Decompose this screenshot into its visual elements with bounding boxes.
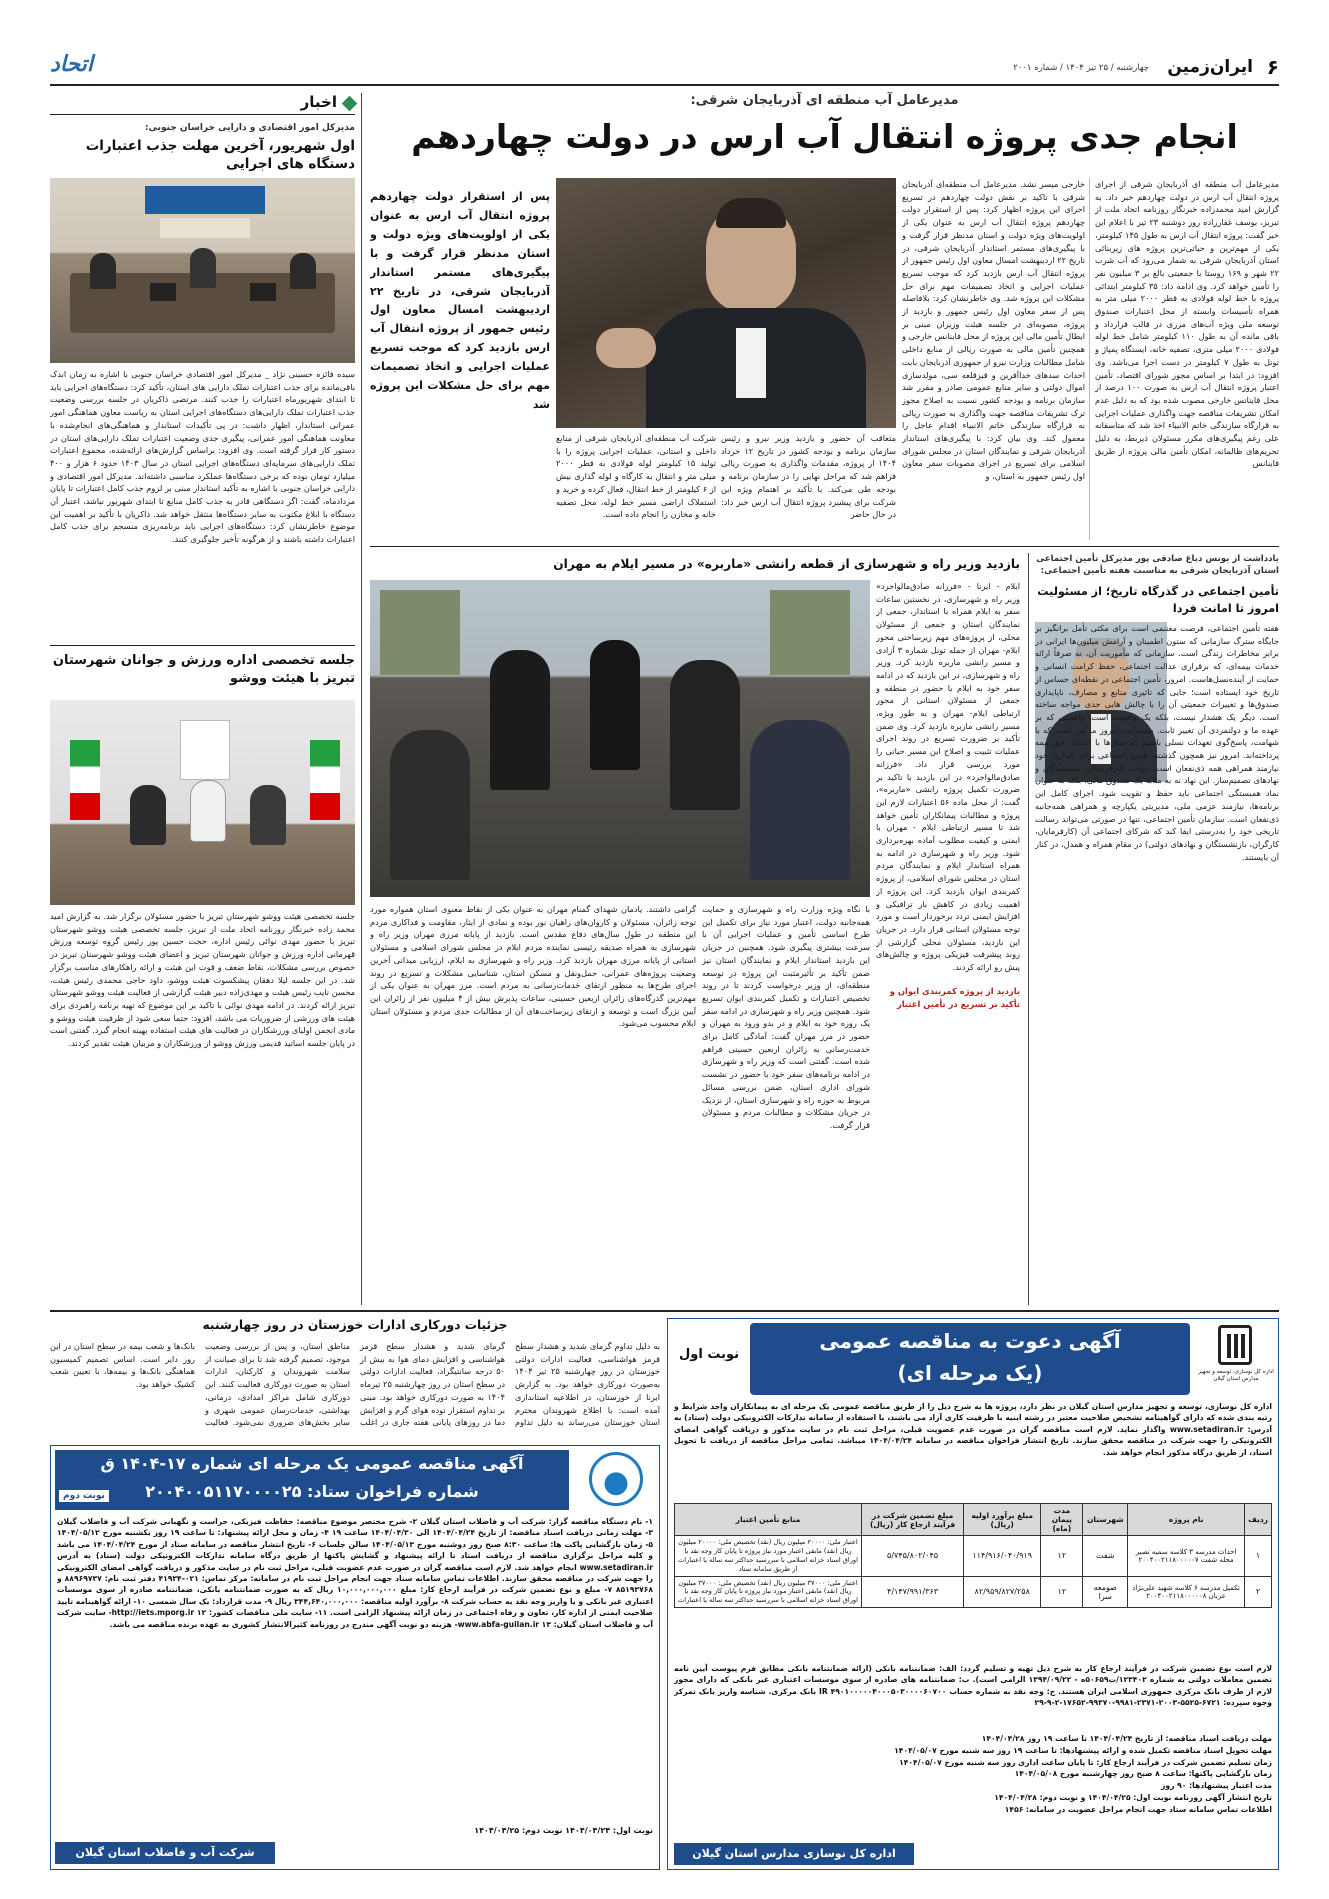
person xyxy=(190,248,216,288)
header-rule xyxy=(50,84,1279,86)
person xyxy=(90,253,116,289)
cell: ۱۱۴/۹۱۶/۰۴۰/۹۱۹ xyxy=(964,1536,1041,1577)
person xyxy=(390,730,470,880)
lead-col2: خارجی میسر نشد. مدیرعامل آب منطقه‌ای آذربایجان شرقی با تاکید بر نقش دولت چهاردهم در تسریع اجرای این پروژه اظهار کرد: پس از استقرار دولت چهاردهم پروژه انتقال آب ارس به عنوان یکی از اولویت‌های ویژه دولت و استان مدنظر قرار گرفت و با پیگیری‌های مستمر استاندار آذربایجان شرقی، در تاریخ ۲۲ اردیبهشت امسال معاون اول رئیس جمهور از پروژه انتقال آب ارس بازدید کرد که موجب تسریع عملیات اجرایی و اتخاذ تصمیمات مهم برای حل مشکلات این پروژه شد. وی خاطرنشان کرد: بلافاصله پس از سفر معاون اول رئیس جمهور و بازدید از پروژه، مصوبه‌ای در جلسه هیئت وزیران مبنی بر ابطال تأمین مالی این پروژه از محل فاینانس خارجی و همچنین تأمین مالی به صورت ریالی از منابع داخلی شامل مطالبات وزارت نیرو از جمهوری آذربایجان بابت احداث سدهای خداآفرین و قیزقلعه سی، مولدسازی اموال دولتی و سایر منابع عمومی صادر و مقرر شد سازمان برنامه و بودجه کشور نسبت به اصلاح مجوز ترک تشریفات مناقصه جهت واگذاری به صورت ریالی به قرارگاه سازندگی خاتم الانبیاء اقدام عاجل را معمول کند. وی بیان کرد: با پیگیری‌های استاندار آذربایجان شرقی و نمایندگان استان در مجلس شورای اسلامی برای تسریع در اجرای مصوبات سفر معاون اول رئیس جمهور به استان، و xyxy=(902,179,1085,482)
person xyxy=(750,720,850,880)
tender1-round: نوبت اول xyxy=(678,1347,740,1362)
date-line: مدت اعتبار پیشنهادها: ۹۰ روز xyxy=(1161,1781,1272,1791)
tender1-footer: اداره کل نوسازی مدارس استان گیلان xyxy=(674,1843,914,1865)
date-line: مهلت تحویل اسناد مناقصه تکمیل شده و ارائه پیشنهادها: تا ساعت ۱۹ روز سه شنبه مورخ ۱۴۰۴/۰۵/۰۷ xyxy=(894,1745,1272,1755)
section-title: ایران‌زمین xyxy=(1167,57,1253,77)
person xyxy=(290,253,316,289)
date-line: مهلت دریافت اسناد مناقصه: از تاریخ ۱۴۰۴/۰۴/۲۴ تا ساعت ۱۹ روز ۱۴۰۴/۰۴/۲۸ xyxy=(981,1734,1272,1743)
minister-headline: بازدید وزیر راه و شهرسازی از قطعه رانشی «ماربره» در مسیر ایلام به مهران xyxy=(553,557,1020,571)
emblem-board xyxy=(180,720,230,780)
date-line: تاریخ انتشار آگهی روزنامه نوبت اول: ۱۴۰۴/۰۴/۲۵ و نوبت دوم: ۱۴۰۴/۰۴/۲۸ xyxy=(994,1792,1272,1802)
tender2-title2: شماره فراخوان ستاد: ۲۰۰۴۰۰۵۱۱۷۰۰۰۰۲۵ xyxy=(145,1482,479,1501)
water-company-logo-icon xyxy=(579,1452,651,1508)
lead-col-divider xyxy=(1089,178,1090,540)
th-0: ردیف xyxy=(1245,1504,1272,1536)
banner xyxy=(145,186,265,214)
lead-col3: متعاقب آن حضور و بازدید وزیر نیرو و رئیس سازمان برنامه و بودجه کشور در تاریخ ۱۲ خرداد ۱۴۰۴ از پروژه، مقدمات واگذاری به صورت ریالی فراهم شد که مراحل نهایی را در سازمان برنامه و بودجه طی می‌کند. با تأکید بر اهتمام ویژه این شرکت برای پیشبرد پروژه انتقال آب ارس خبر داد: در حال حاضر xyxy=(721,433,896,520)
news-item1-kicker: مدیرکل امور اقتصادی و دارایی خراسان جنوبی: xyxy=(144,123,355,133)
table-row xyxy=(675,1536,1272,1577)
newspaper-logo: اتحاد xyxy=(50,51,93,77)
news-label xyxy=(50,93,355,115)
ads-rule xyxy=(50,1310,1279,1312)
tender1-notes: لازم است نوع تضمین شرکت در فرآیند ارجاع کار به شرح ذیل تهیه و تسلیم گردد: الف: ضمانتنامه بانکی (ارائه ضمانتنامه بانکی مطابق فرم پیوست آیین نامه تضمین معاملات دولتی به شماره ۱۲۳۴۰۲/ت۵۰۶۵۹ه - ۱۳۹۴/۰۹/۲۲ الزامی است). ب: ضمانتنامه های صادره از سوی موسسات اعتباری غیر بانکی که دارای مجوز لازم از طرف بانک مرکزی جمهوری اسلامی ایران هستند. ج: وجه نقد به شماره حساب IR ۴۹۰۱۰۰۰۰۰۴۰۰۰۵۰۳۰۰۰۰۶۰۷۰۰ بانک مرکزی. شناسه واریز بانک تمرکز وجوه سپرده: ۶۷۲۱-۵۵۲۵-۲۰۰۳-۲۳۷۱-۹۹۸۱-۹۹۳۷۰-۱۷۶۵۲-۲-۹-۲۹ xyxy=(674,1664,1272,1708)
person xyxy=(190,780,226,842)
column-divider xyxy=(361,93,362,1305)
tender2-round: نوبت دوم xyxy=(59,1490,109,1502)
social-body: هفته تأمین اجتماعی، فرصت مغتنمی است برای مکثی تأمل برانگیز بر جایگاه سترگ سازمانی که ستون اطمینان و آرامش میلیون‌ها ایرانی در برابر مخاطرات زندگی است. سازمانی که مأموریت آن، نه صرفاً ارائه خدمات بیمه‌ای، که برقراری عدالت اجتماعی، حفظ کرامت انسانی و حمایت از آینده‌نسل‌هاست. امروز، تأمین اجتماعی در نقطه‌ای حساس از تاریخ خود ایستاده است؛ جایی که تاثیری منابع و مصارف، ناپایداری صندوق‌ها و تغییرات جمعیتی آن را با چالش هایی جدی مواجه ساخته است. دیگر یک هشدار نیست، بلکه یک واقعیت است؛ واقعیتی که بر عهده ما و دولتمردی آن تغییر ثابت. مسئولیت امروز ما این است که با شهامت، پاسخ‌گوی تعهدات نسلی باشیم که سال‌ها با اعتماد، حق بیمه پرداخته‌اند. امروز نیز همچون گذشته، تأمین اجتماعی برای پایداری خود نیازمند همراهی همه ذی‌نفعان است: دولت، کارفرمایان، بیمه‌شدگان و نهادهای تصمیم‌ساز. این نهاد نه به مثابه یک صندوق مالی، بلکه به عنوان نماد همبستگی اجتماعی باید حفظ و تقویت شود. اجرای کامل این برنامه‌ها، نیازمند عزمی ملی، مدیریتی یکپارچه و همراهی همه‌جانبه ذی‌نفعان است. سازمان تأمین اجتماعی، تنها در صورتی می‌تواند رسالت تاریخی خود را به‌درستی ایفا کند که شرکای اجتماعی آن (کارفرمایان، کارگران، بازنشستگان و نهادهای دولتی) در مقام همراه و همدل، در کنار آن بایستند. xyxy=(1035,623,1279,862)
person xyxy=(590,640,640,770)
table-row xyxy=(675,1576,1272,1608)
social-headline: تأمین اجتماعی در گذرگاه تاریخ؛ از مسئولیت امروز تا امانت فردا xyxy=(1037,585,1279,615)
tender1-table xyxy=(674,1503,1272,1608)
tender2-box xyxy=(50,1445,660,1870)
minister-highlight: بازدید از پروژه کمربندی ایوان و تأکید بر تسریع در تأمین اعتبار xyxy=(889,986,1020,1009)
minister-col2: با نگاه ویژه وزارت راه و شهرسازی و حمایت همه‌جانبه دولت، اعتبار مورد نیاز برای تکمیل این طرح اساسی تأمین و عملیات اجرایی آن با سرعت بیشتری پیگیری شود. همچنین در جریان این بازدید استاندار ایلام و نمایندگان استان نیز ضمن تأکید بر تأثیرمثبت این پروژه در توسعه منطقه‌ای، از وزیر درخواست کردند تا در روند تخصیص اعتبارات و تکمیل کمربندی ایوان تسریع شود. همچنین وزیر راه و شهرسازی در ادامه سفر یک روزه خود به ایلام و در بدو ورود به مهران و حضور در مرز مهران گفت: آمادگی کامل برای خدمت‌رسانی به زائران اربعین حسینی فراهم شده است. گفتنی است که وزیر راه و شهرسازی در ادامه برنامه‌های سفر خود با حضور در نشست شورای اداری استان، ضمن بررسی مسائل مربوط به حوزه راه و شهرسازی استان، از نزدیک در جریان مشکلات و مطالبات مردم و مسئولان قرار گرفت. xyxy=(702,904,870,1130)
cell: ۱۲ xyxy=(1041,1536,1083,1577)
cell: ۴/۱۴۷/۹۹۱/۳۶۳ xyxy=(862,1576,964,1608)
tender2-items: ۱- نام دستگاه مناقصه گزار: شرکت آب و فاضلاب استان گیلان ۲- شرح مختصر موضوع مناقصه: حفاظت فیزیکی، حراست و نگهبانی شرکت آب و فاضلاب گیلان ۳- مهلت زمانی دریافت اسناد مناقصه: از تاریخ ۱۴۰۴/۰۴/۲۴ الی ۱۴۰۴/۰۴/۳۰ ساعت ۱۹ ۴- زمان و محل ارائه پیشنهاد: تا ساعت ۱۹ روز یکشنبه مورخ ۱۴۰۴/۰۵/۱۲ ۵- زمان بازگشایی پاکت ها: ساعت ۸:۳۰ صبح روز دوشنبه مورخ ۱۴۰۴/۰۵/۱۳ سالن جلسات ۶- تاریخ انتشار مناقصه در سامانه ستاد از مورخ ۱۴۰۴/۰۴/۲۴ می باشد و کلیه مراحل برگزاری مناقصه از دریافت اسناد تا ارائه پیشنهاد و گشایش پاکتها از طریق درگاه سامانه تدارکات الکترونیکی دولت (ستاد) به آدرس www.setadiran.ir انجام خواهد شد. لازم است مناقصه گران در صورت عدم عضویت قبلی، مراحل ثبت نام در سایت مذکور و دریافت گواهی امضای الکترونیکی را جهت شرکت در مناقصه محقق سازند. اطلاعات تماس سامانه ستاد جهت انجام مراحل ثبت نام در سامانه: مرکز تماس: ۰۲۱-۴۱۹۳۴ دفتر ثبت نام: ۸۸۹۶۹۷۳۷ و ۸۵۱۹۳۷۶۸ ۷- مبلغ و نوع تضمین شرکت در فرآیند ارجاع کار: مبلغ ۱۰,۰۰۰,۰۰۰,۰۰۰ ریال که به صورت ضمانتنامه بانکی، ضمانتنامه صادره از سوی موسسات اعتباری غیر بانکی و یا واریز وجه نقد به حساب شرکت ۸- برآورد اولیه مناقصه: ۳۴۴,۶۴۰,۰۰۰,۰۰۰ ریال ۹- مدت قرارداد: یک سال شمسی ۱۰- ارائه گواهینامه تایید صلاحیت ایمنی از اداره کار، تعاون و رفاه اجتماعی در زمان ارائه پیشنهاد الزامی است. ۱۱- سایت ملی مناقصات کشور: http://iets.mporg.ir ۱۲- سایت شرکت آب و فاضلاب استان گیلان: www.abfa-guilan.ir ۱۳- هزینه دو نوبت آگهی مندرج در روزنامه کثیرالانتشار کشوری به عهده برنده مناقصه می باشد. xyxy=(57,1517,653,1629)
tender1-intro: اداره کل نوسازی، توسعه و تجهیز مدارس استان گیلان در نظر دارد، پروژه ها به شرح ذیل را از طریق مناقصه عمومی یک مرحله ای به پیمانکاران واجد شرایط و رتبه بندی شده که دارای گواهینامه تشخیص صلاحیت معتبر در رشته ابنیه با ظرفیت کاری آزاد می باشند، با استفاده از سامانه تدارکات الکترونیکی دولت (ستاد) به آدرس: www.setadiran.ir واگذار نماید. لازم است مناقصه گران در صورت عدم عضویت قبلی، مراحل ثبت نام در سایت مذکور و دریافت گواهی امضای الکترونیکی را جهت شرکت در مناقصه محقق سازند. تاریخ انتشار فراخوان مناقصه در سامانه ۱۴۰۴/۰۴/۲۴ میباشد. تمامی مراحل مناقصه از دریافت تا تحویل اسناد، از طریق درگاه مذکور انجام خواهد شد. xyxy=(674,1402,1272,1457)
th-1: نام پروژه xyxy=(1128,1504,1245,1536)
cell: ۱۲ xyxy=(1041,1576,1083,1608)
cell: ۱ xyxy=(1245,1536,1272,1577)
news-item1-photo xyxy=(50,178,355,363)
tender1-title-band xyxy=(750,1323,1190,1395)
social-kicker: یادداشت از یونس دباغ صادقی پور مدیرکل تأمین اجتماعی استان آذربایجان شرقی به مناسبت هفته تأمین اجتماعی: xyxy=(1036,554,1279,577)
tender1-title2: (یک مرحله ای) xyxy=(897,1361,1043,1385)
tender2-footer: شرکت آب و فاضلاب استان گیلان xyxy=(55,1842,275,1864)
tender2-title1: آگهی مناقصه عمومی یک مرحله ای شماره ۱۷-۱۴۰۴ ق xyxy=(100,1454,524,1473)
cell: تکمیل مدرسه ۶ کلاسه شهید علی‌نژاد عربان ۲۰۰۴۰۰۲۱۱۸۰۰۰۰۰۸ xyxy=(1128,1576,1245,1608)
th-5: مبلغ تضمین شرکت در فرآیند ارجاع کار (ریال) xyxy=(862,1504,964,1536)
lead-col4: شرکت آب منطقه‌ای آذربایجان شرقی از منابع داخلی و استانی، عملیات اجرایی پروژه را با تولید ۱۵ کیلومتر لوله فولادی به قطر ۲۰۰۰ میلی متر و انتقال به کارگاه و لوله گذاری بیش از ۶ کیلومتر از خط انتقال، فعال کرده و خرید و استملاک اراضی مسیر خط لوله، محل تصفیه خانه و مخازن را انجام داده است. xyxy=(556,433,716,520)
lead-kicker: مدیرعامل آب منطقه ای آذربایجان شرقی: xyxy=(690,93,959,108)
tender2-dates: نوبت اول: ۱۴۰۴/۰۴/۲۴ نوبت دوم: ۱۴۰۴/۰۴/۲۵ xyxy=(474,1826,653,1835)
tender1-dates xyxy=(674,1733,1272,1815)
minister-col3: گرامی داشتند. یادمان شهدای گمنام مهران به عنوان یکی از نقاط معنوی استان همواره مورد توجه زائران، مسئولان و کاروان‌های راهیان نور بوده و نمادی از ایثار، مقاومت و فداکاری مردم این منطقه در طول سال‌های دفاع مقدس است. بازدید از پایانه مرزی مهران وزیر راه و شهرسازی به همراه صدیقه رئیسی نماینده مردم ایلام در مجلس شورای اسلامی و مسئولان استانی از پایانه مرزی مهران بازدید کرد. وزیر راه و شهرسازی به ایلام، ارزیابی میدانی آخرین وضعیت پروژه‌های عمرانی، حمل‌ونقل و مسکن استان، شناسایی مشکلات و تسریع در روند اجرای طرح‌ها به منظور ارتقای خدمات‌رسانی به مردم است. مرز مهران به عنوان یکی از مهم‌ترین گذرگاه‌های زائران اربعین حسینی، ساعات پذیرش بیش از ۴ میلیون نفر از زائران این آیین بزرگ است و توسعه و ارتقای زیرساخت‌های آن از مطالبات جدی مردم و مسئولان استان ایلام محسوب می‌شود. xyxy=(370,904,696,1029)
minister-photo xyxy=(370,580,870,897)
page-header xyxy=(50,51,1279,83)
date-line: زمان تسلیم تضمین شرکت در فرآیند ارجاع کار: تا پایان ساعت اداری روز سه شنبه مورخ ۱۴۰۴/۰۵/۰۷ xyxy=(899,1757,1272,1767)
th-2: شهرستان xyxy=(1083,1504,1128,1536)
minister-col1b xyxy=(876,1015,1020,1305)
trees xyxy=(380,590,460,675)
date-line: اطلاعات تماس سامانه ستاد جهت انجام مراحل عضویت در سامانه: ۱۴۵۶ xyxy=(1004,1804,1272,1814)
cell: اعتبار ملی: ۲۰۰۰۰ میلیون ریال (نقد) تخصیص ملی: ۲۰۰۰۰ میلیون ریال (نقد) مابقی اعتبار مورد نیاز پروژه تا پایان کار وجه نقد یا اوراق اسناد خزانه اسلامی با سررسید حداکثر سه ساله یا اعتبارات از طریق سامانه ستاد xyxy=(675,1536,862,1577)
section-rule xyxy=(370,546,1279,547)
news-label-text: اخبار xyxy=(300,93,337,111)
news-separator xyxy=(50,645,355,646)
date-line: زمان بازگشایی پاکتها: ساعت ۸ صبح روز چهارشنبه مورخ ۱۴۰۴/۰۵/۰۸ xyxy=(1014,1769,1272,1779)
news-diamond-icon xyxy=(342,96,358,112)
th-4: مبلغ برآورد اولیه (ریال) xyxy=(964,1504,1041,1536)
picture-frames xyxy=(160,218,250,238)
lead-headline: انجام جدی پروژه انتقال آب ارس در دولت چهاردهم xyxy=(411,117,1238,156)
minister-col1: ایلام - ایرنا - «فرزانه صادق‌مالواجرد» وزیر راه و شهرسازی، در نخستین ساعات سفر به ایلام همراه با استاندار، جمعی از نمایندگان استان و جمعی از مسئولان محلی، از پروژه‌های مهم زیرساختی محور ایلام- مهران از جمله تونل شماره ۳ آزادی و مسیر رانشی ماربره بازدید کرد. وزیر راه و شهرسازی، در این بازدید که در ادامه سفر خود به ایلام با حضور در منطقه و جمعی از مسئولان استانی از محور ارتباطی ایلام- مهران و به طور ویژه، مسیر رانشی ماربره بازدید کرد. وی ضمن تأکید بر ضرورت تسریع در روند اجرای عملیات تثبیت و اصلاح این مسیر حیاتی را مورد بررسی قرار داد. «فرزانه صادق‌مالواجرد» در این بازدید با تاکید بر ضرورت تکمیل پروژه رانشی «ماربره»، گفت: از محل ماده ۵۶ اعتبارات لازم این پروژه و مطالبات پیمانکاران تأمین خواهد شد تا مسیر ارتباطی ایلام - مهران با ایمنی و کیفیت مطلوب آماده بهره‌برداری شود. وزیر راه و شهرسازی در ادامه به همراه استاندار ایلام و نمایندگان مردم استان در مجلس شورای اسلامی، از پروژه کمربندی ایوان بازدید کرد. این پروژه از اهمیت زیادی در کاهش بار ترافیکی و افزایش ایمنی تردد برخوردار است و مورد توجه مسئولان استانی قرار دارد. در جریان این بازدید، مسئولان محلی گزارشی از روند پیشرفت فیزیکی پروژه و چالش‌های پیش رو ارائه کردند. xyxy=(876,581,1020,973)
tender2-title-band xyxy=(55,1450,569,1510)
issue-date: چهارشنبه / ۲۵ تیر ۱۴۰۴ / شماره ۲۰۰۱ xyxy=(1013,63,1149,73)
cell: شفت xyxy=(1083,1536,1128,1577)
person xyxy=(130,785,166,845)
shirt xyxy=(736,328,766,398)
news-item2-headline: جلسه تخصصی اداره ورزش و جوانان شهرستان تبریز با هیئت ووشو xyxy=(52,653,355,687)
person xyxy=(670,660,740,810)
page-number: ۶ xyxy=(1266,55,1279,79)
person xyxy=(250,785,286,845)
tender1-org-logo xyxy=(1198,1323,1274,1395)
cell: اعتبار ملی: ۳۷۰۰۰ میلیون ریال (نقد) تخصیص ملی: ۳۷۰۰۰ میلیون ریال (نقد) مابقی اعتبار مورد نیاز پروژه تا پایان کار وجه نقد یا اوراق اسناد خزانه اسلامی با سررسید حداکثر سه ساله یا اعتبارات xyxy=(675,1576,862,1608)
flag xyxy=(310,740,340,820)
person xyxy=(490,650,550,790)
news-item1-headline: اول شهریور، آخرین مهلت جذب اعتبارات دستگاه های اجرایی xyxy=(85,138,355,173)
tender1-title1: آگهی دعوت به مناقصه عمومی xyxy=(819,1329,1121,1353)
cell: ۲ xyxy=(1245,1576,1272,1608)
flag xyxy=(70,740,100,820)
lead-pullquote: پس از استقرار دولت چهاردهم پروژه انتقال آب ارس به عنوان یکی از اولویت‌های ویژه دولت و استان مدنظر قرار گرفت و با پیگیری‌های مستمر استاندار آذربایجان شرقی، در تاریخ ۲۲ اردیبهشت امسال معاون اول رئیس جمهور از پروژه انتقال آب ارس بازدید کرد که موجب تسریع عملیات اجرایی و اتخاذ تصمیمات مهم برای حل مشکلات این پروژه شد xyxy=(370,190,550,411)
tender1-org-logo-text: اداره کل نوسازی، توسعه و تجهیز مدارس استان گیلان xyxy=(1198,1369,1274,1383)
monitor xyxy=(250,283,276,301)
hair xyxy=(716,198,786,228)
cell: ۵/۷۴۵/۸۰۲/۰۴۵ xyxy=(862,1536,964,1577)
th-3: مدت پیمان (ماه) xyxy=(1041,1504,1083,1536)
news-item2-photo xyxy=(50,700,355,905)
trees xyxy=(770,590,850,675)
cell: احداث مدرسه ۳ کلاسه سمیه تصیر محله شفت ۲۰۰۴۰۰۲۱۱۸۰۰۰۰۰۷ xyxy=(1128,1536,1245,1577)
monitor xyxy=(150,283,176,301)
cell: صومعه سرا xyxy=(1083,1576,1128,1608)
school-logo-icon xyxy=(1218,1325,1252,1365)
news-item1-body: سیده فائزه حسینی نژاد _ مدیرکل امور اقتصادی خراسان جنوبی با اشاره به زمان اندک باقی‌مانده برای جذب اعتبارات تملک دارایی های استان، تأکید کرد: دستگاه‌های اجرایی باید تا ابتدای شهریورماه اعتبارات را جذب کنند. مرتضی ذاکریان در جلسه بررسی وضعیت جذب اعتبارات تملک دارایی‌های دستگاه‌های اجرایی استان به ریاست معاون هماهنگی امور عمرانی استاندار، اظهار داشت: در پی تأکیدات استاندار و هماهنگی‌های انجام‌شده با معاونت هماهنگی امور عمرانی، پیگیری جدی وضعیت اعتبارات تملک دارایی‌های استان در دستور کار قرار گرفته است. وی افزود: براساس گزارش‌های ارائه‌شده، مجموع اعتبارات تملک دارایی‌های سرمایه‌ای دستگاه‌های اجرایی استان در سال ۱۴۰۳ حدود ۶ هزار و ۴۰۰ میلیارد تومان بوده که برخی دستگاه‌ها عملکرد مناسبی داشته‌اند. مدیرکل امور اقتصادی و دارایی خراسان جنوبی با اشاره به تأکید استاندار مبنی بر لزوم جذب کامل اعتبارات تا پایان مردادماه، گفت: اگر دستگاهی قادر به جذب کامل منابع تا ابتدای شهریور نباشد، اعتبار آن دستگاه با ابلاغ مکتوب به سایر دستگاه‌ها منتقل خواهد شد. ذاکریان با تأکید بر اهمیت این موضوع خاطرنشان کرد: دستگاه‌های اجرایی باید برنامه‌ریزی منسجم برای جذب کامل اعتبارات داشته باشند و از هرگونه تأخیر جلوگیری کنند. xyxy=(50,369,355,545)
lead-photo xyxy=(556,178,896,428)
news-item2-body: جلسه تخصصی هیئت ووشو شهرستان تبریز با حضور مسئولان برگزار شد. به گزارش امید محمد زاده خبرنگار روزنامه اتحاد ملت از تبریز، جلسه تخصصی هیئت ووشو شهرستان تبریز با حضور مهدی نوائی رئیس اداره، حجت حسین پور رئیس گروه توسعه ورزش قهرمانی اداره ورزش و جوانان شهرستان تبریز و اعضای هیئت ووشو شهرستان تبریز در خصوص بررسی مشکلات، نقاط ضعف و قوت این هیئت و ارائه راهکارهای مناسب برگزار شد. در این جلسه لیلا دهقان پیشکسوت هیئت ووشو، داود حاجی محمدی رئیس هیئت، محسن نایب رئیس هیئت و مهدی‌زاده دبیر هیئت گزارشی از فعالیت هیئت ووشو شهرستان تبریز ارائه کردند. در ادامه مهدی نوائی با تاکید بر این موضوع که تهیه برنامه راهبردی برای هیئت های ورزشی از ضروریات می باشد، افزود: حتما سعی شود از ظرفیت هیئت ووشو و مادی انجمن اولیای ورزشکاران در فعالیت های هیئت استفاده بهینه انجام گیرد. گفتنی است در پایان جلسه اساتید قدیمی ورزش ووشو از ورزشکاران و مربیان هیئت تقدیر کردند. xyxy=(50,911,355,1049)
th-6: منابع تأمین اعتبار xyxy=(675,1504,862,1536)
tender1-box xyxy=(667,1318,1279,1870)
khuzestan-headline: جزئیات دورکاری ادارات خوزستان در روز چهارشنبه xyxy=(202,1318,508,1332)
cell: ۸۲/۹۵۹/۸۲۷/۲۵۸ xyxy=(964,1576,1041,1608)
social-divider xyxy=(1028,553,1029,1305)
khuzestan-body: به دلیل تداوم گرمای شدید و هشدار سطح قرمز هواشناسی، فعالیت ادارات دولتی خوزستان در روز چهارشنبه ۲۵ تیر ۱۴۰۴ به‌صورت دورکاری خواهد بود. به گزارش ایرنا از خوزستان، در اطلاعیه استانداری آمده است: با اطلاع شهروندان محترم استان خوزستان می‌رساند به دلیل تداوم گرمای شدید و هشدار سطح قرمز هواشناسی و افزایش دمای هوا به بیش از ۵۰ درجه سانتیگراد، فعالیت ادارات دولتی در سطح استان در روز چهارشنبه ۲۵ تیرماه ۱۴۰۴ به صورت دورکاری خواهد بود. مبنی بر تداوم استقرار توده هوای گرم و افزایش دما در روزهای پایانی هفته جاری در اغلب مناطق استان، و پس از بررسی وضعیت موجود، تصمیم گرفته شد تا برای صیانت از سلامت شهروندان و کارکنان، ادارات استان به صورت دورکاری فعالیت کنند. این دورکاری شامل مراکز امدادی، درمانی، بهداشتی، خدمات‌رسان عمومی شهری و سایر بخش‌های ضروری نمی‌شود. فعالیت بانک‌ها و شعب بیمه در سطح استان در این روز دایر است. اساس تصمیم کمیسیون هماهنگی بانک‌ها و بیمه‌ها، با تعیین شعب کشیک خواهد بود. xyxy=(50,1341,660,1428)
hand xyxy=(596,328,656,368)
lead-col1: مدیرعامل آب منطقه ای آذربایجان شرقی از اجرای پروژه انتقال آب ارس در دولت چهاردهم خبر داد. به گزارش امید محمدزاده خبرنگار روزنامه اتحاد ملت از تبریز، یوسف غفارزاده روز دوشنبه ۲۳ تیر با اعلام این خبر گفت: پروژه انتقال آب ارس به طول ۱۴۵ کیلومتر، یکی از مهم‌ترین و حیاتی‌ترین پروژه های زیربنائی استان آذربایجان شرقی به شمار می‌رود که آب شرب ۲۲ شهر و ۱۶۹ روستا با جمعیتی بالغ بر ۳ میلیون نفر را تأمین خواهد کرد. وی ادامه داد: ۳۵ کیلومتر ابتدائی پروژه با خط لوله فولادی به قطر ۲۰۰۰ میلی متر به همراه تأسیسات وابسته از محل اعتبارات صندوق توسعه ملی ویژه آب‌های مرزی در قالب قرارداد و باقی مانده آن به طول ۱۱۰ کیلومتر شامل خط لوله فولادی ۲۰۰۰ میلی متری، تصفیه خانه، ایستگاه پمپاژ و تونل به طول ۷ کیلومتر در دست اجرا می‌باشد. وی افزود: در ابتدا بر اساس مجوز شورای اقتصاد، تأمین اعتبار پروژه انتقال آب ارس به صورت ۱۰۰ درصد از محل فاینانس خارجی مصوب شده بود که به دلیل عدم امکان تشریفات مناقصه جهت واگذاری عملیات اجرایی به قرارگاه سازندگی خاتم الانبیاء اخذ شد که متاسفانه علی رغم پیگیری‌های مکرر مسئولان ذیربط، به دلیل تحریم‌های ظالمانه، امکان تأمین مالی پروژه از طریق فاینانس xyxy=(1095,179,1279,469)
